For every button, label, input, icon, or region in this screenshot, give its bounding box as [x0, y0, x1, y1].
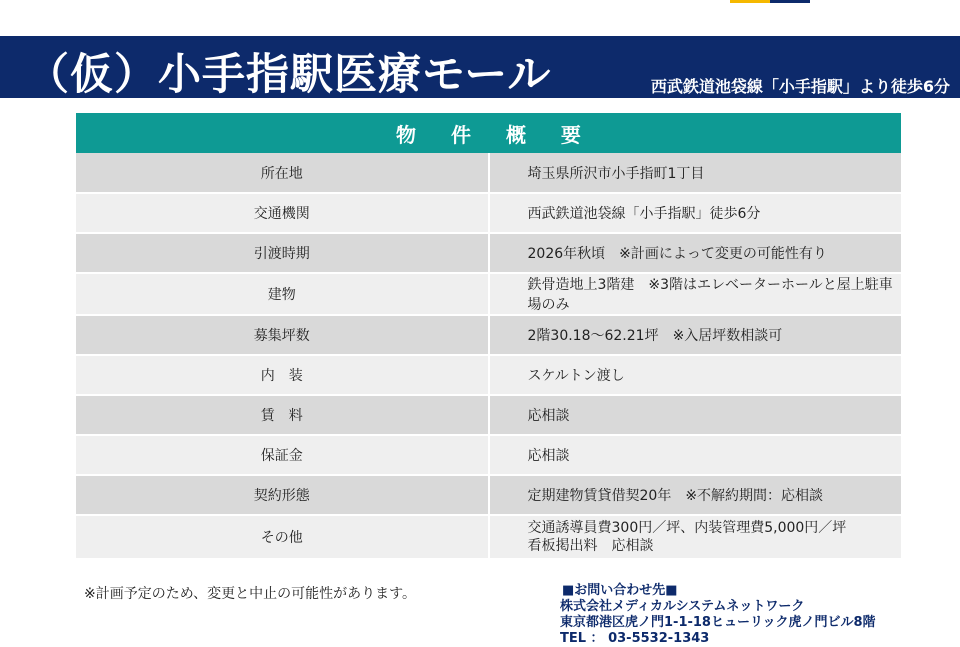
row-label: 交通機関: [76, 193, 489, 233]
row-value: 定期建物賃貸借契20年 ※不解約期間：応相談: [489, 475, 902, 515]
row-value: 2階30.18～62.21坪 ※入居坪数相談可: [489, 315, 902, 355]
row-value-line: 看板掲出料 応相談: [527, 538, 654, 554]
table-header-row: [76, 113, 901, 153]
property-summary-table: [76, 113, 901, 560]
row-label: 保証金: [76, 435, 489, 475]
row-value-line: 交通誘導員費300円／坪、内装管理費5,000円／坪: [527, 520, 847, 536]
row-label: 募集坪数: [76, 315, 489, 355]
accent-bar-yellow: [730, 0, 770, 3]
title-banner: [0, 36, 960, 98]
row-label: 内 装: [76, 355, 489, 395]
table-heading: 物 件 概 要: [76, 113, 901, 153]
disclaimer-note: ※計画予定のため、変更と中止の可能性があります。: [84, 586, 417, 602]
table-row: [76, 515, 901, 559]
row-value: 埼玉県所沢市小手指町1丁目: [489, 153, 902, 193]
row-label: 契約形態: [76, 475, 489, 515]
table-row: [76, 315, 901, 355]
contact-address: 東京都港区虎ノ門1-1-18ヒューリック虎ノ門ビル8階: [560, 615, 876, 630]
table-row: [76, 475, 901, 515]
row-value: 鉄骨造地上3階建 ※3階はエレベーターホールと屋上駐車場のみ: [489, 273, 902, 315]
row-label: 引渡時期: [76, 233, 489, 273]
page-subtitle: 西武鉄道池袋線「小手指駅」より徒歩6分: [650, 77, 950, 96]
row-value: 応相談: [489, 435, 902, 475]
row-value: [489, 515, 902, 559]
table-row: [76, 273, 901, 315]
row-value: スケルトン渡し: [489, 355, 902, 395]
row-label: 建物: [76, 273, 489, 315]
table-row: [76, 395, 901, 435]
row-value: 西武鉄道池袋線「小手指駅」徒歩6分: [489, 193, 902, 233]
contact-heading: ■お問い合わせ先■: [562, 583, 678, 598]
contact-block: [560, 583, 876, 647]
table-row: [76, 193, 901, 233]
table-row: [76, 435, 901, 475]
row-value: 応相談: [489, 395, 902, 435]
page-title: （仮）小手指駅医療モール: [26, 50, 552, 100]
contact-company: 株式会社メディカルシステムネットワーク: [560, 599, 805, 614]
row-value: 2026年秋頃 ※計画によって変更の可能性有り: [489, 233, 902, 273]
accent-bar-navy: [770, 0, 810, 3]
table-row: [76, 233, 901, 273]
row-label: 賃 料: [76, 395, 489, 435]
contact-tel: TEL ： 03-5532-1343: [560, 631, 710, 646]
row-label: 所在地: [76, 153, 489, 193]
table-row: [76, 153, 901, 193]
row-label: その他: [76, 515, 489, 559]
table-row: [76, 355, 901, 395]
